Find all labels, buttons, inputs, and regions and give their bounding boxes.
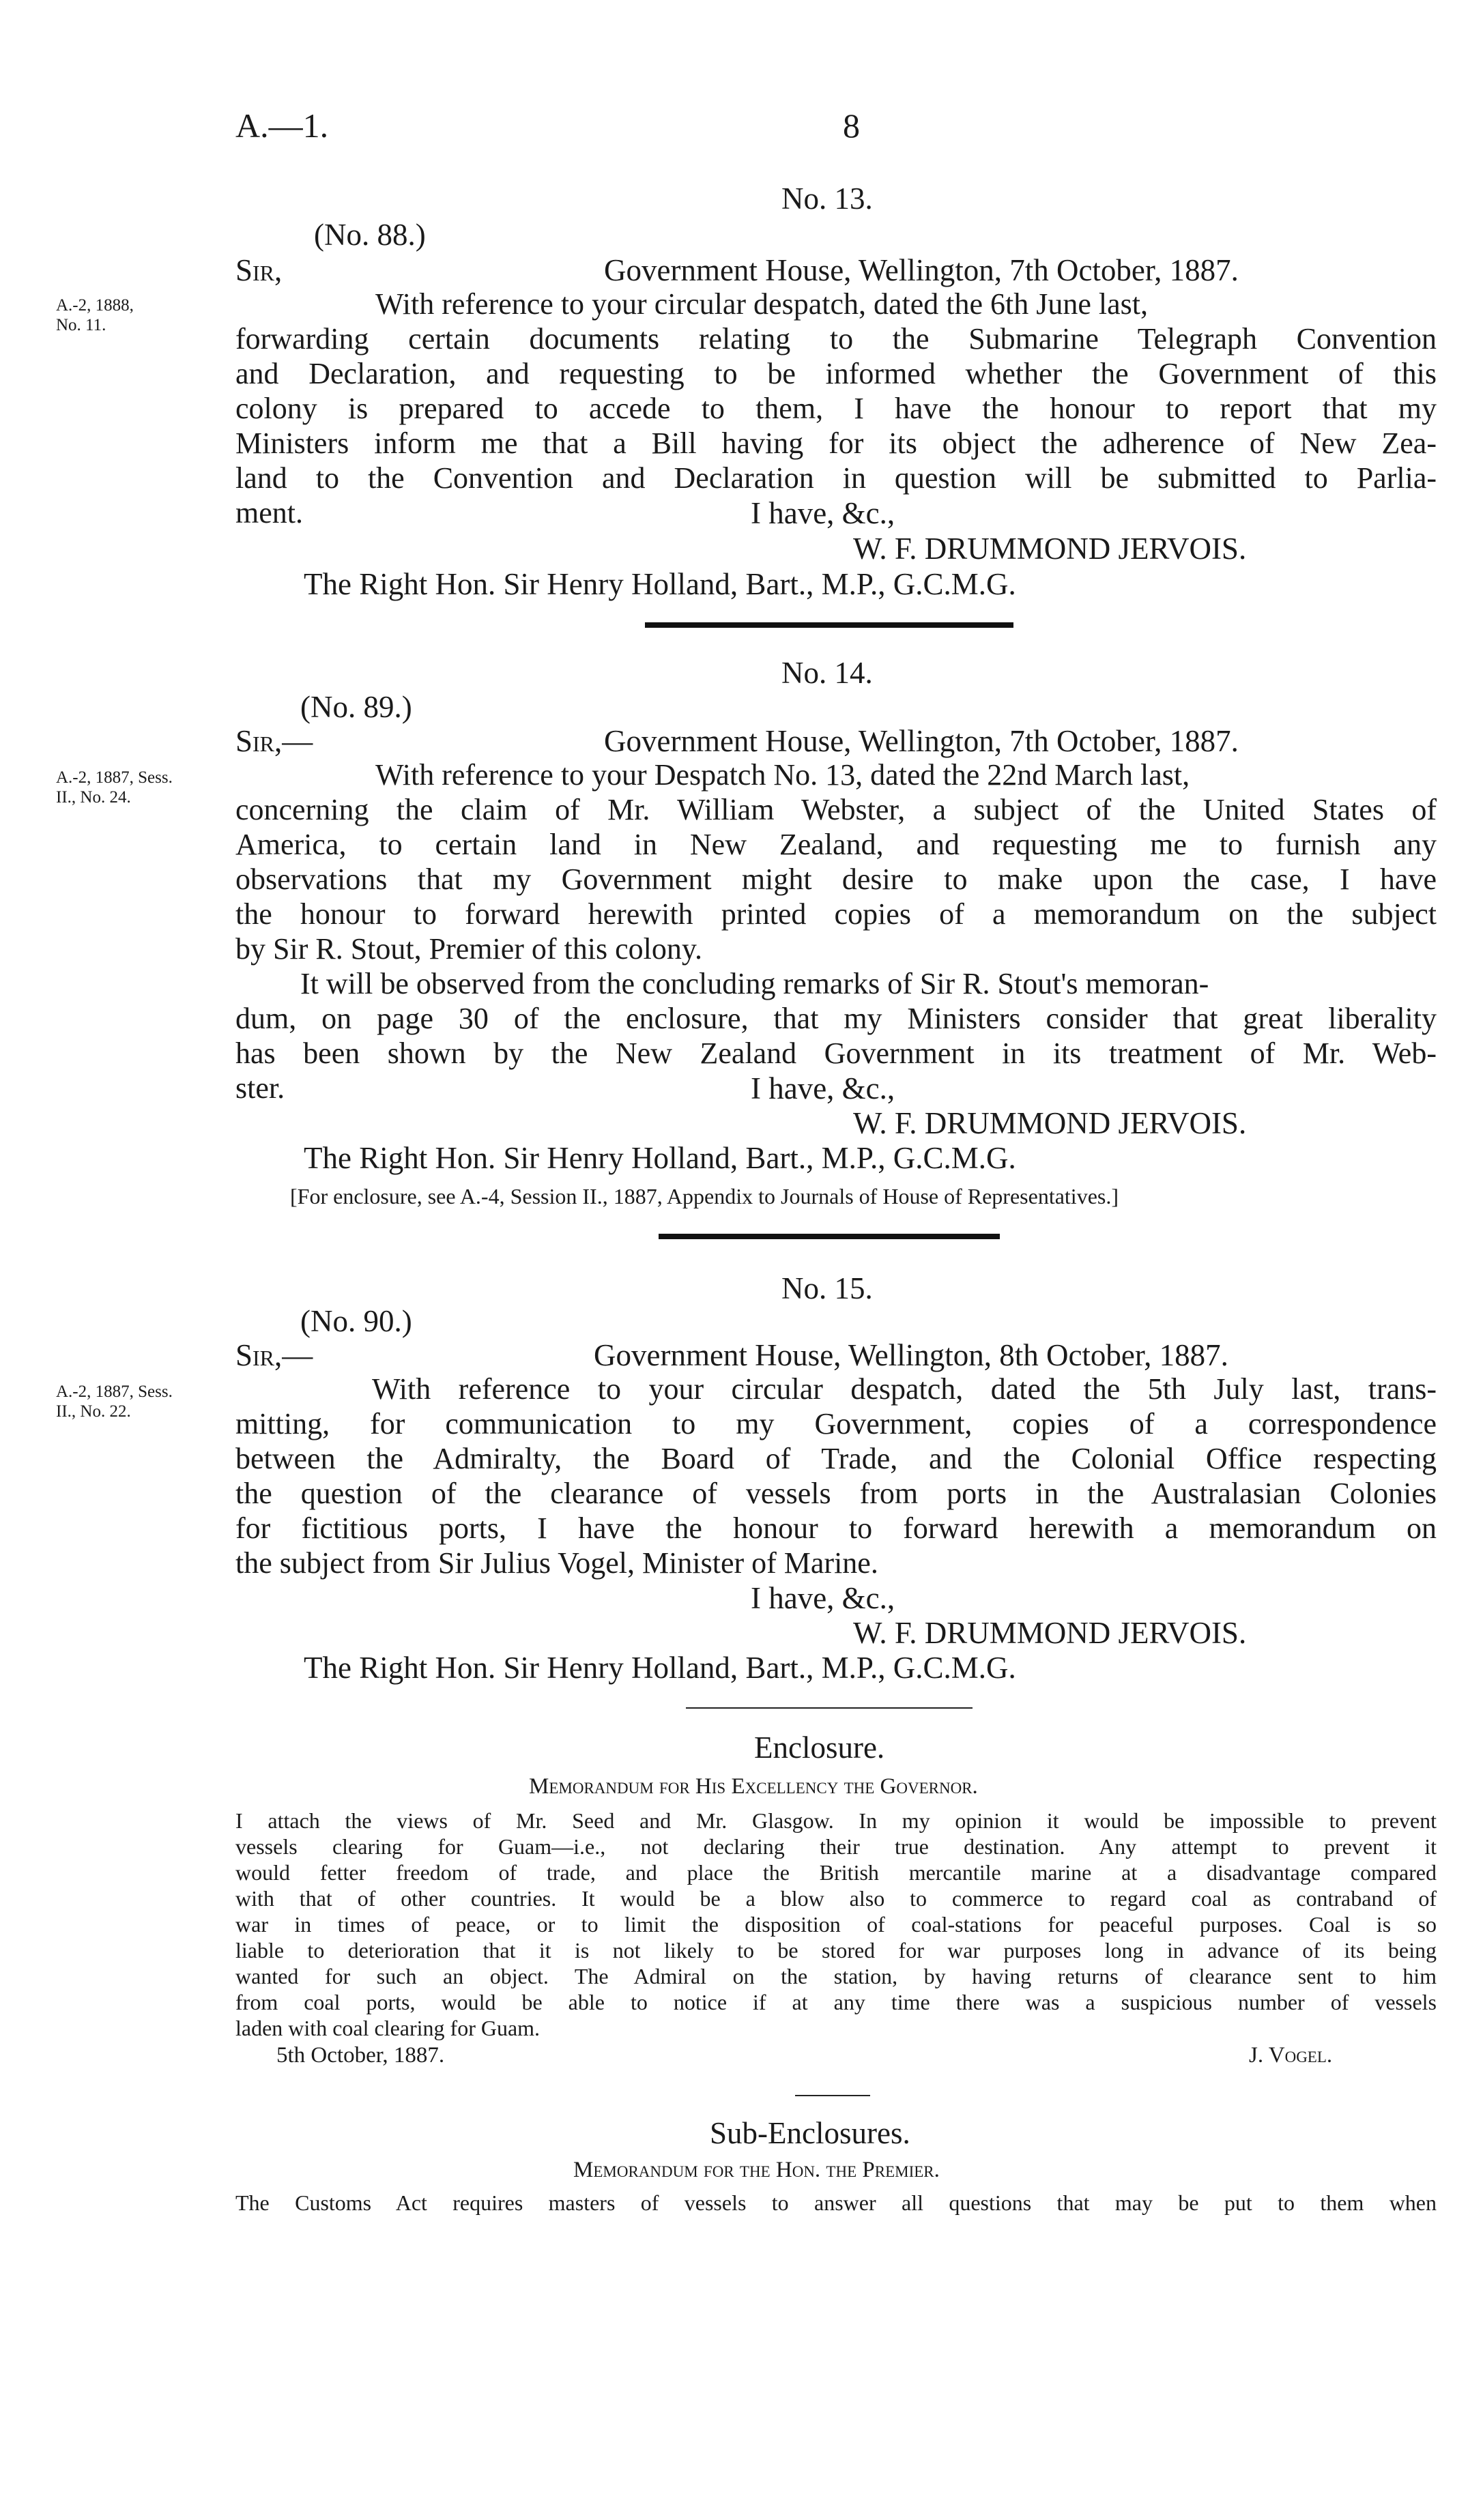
enclosure-line: liable to deterioration that it is not likely to be stored for war purposes long in advance of its being <box>235 1938 1437 1963</box>
sub-enclosure-line: The Customs Act requires masters of vessels to answer all questions that may be put to them when <box>235 2190 1437 2215</box>
despatch-ref: (No. 89.) <box>300 690 412 724</box>
despatch-heading: No. 15. <box>781 1271 873 1305</box>
closing: I have, &c., <box>751 1071 895 1105</box>
body-line: forwarding certain documents relating to the Submarine Telegraph Convention <box>235 322 1437 356</box>
body-line: concerning the claim of Mr. William Webster, a subject of the United States of <box>235 793 1437 826</box>
enclosure-line: would fetter freedom of trade, and place the British mercantile marine at a disadvantage compared <box>235 1860 1437 1885</box>
margin-reference: A.-2, 1887, Sess. II., No. 24. <box>56 768 173 807</box>
address-line: Government House, Wellington, 7th October, 1887. <box>604 724 1239 758</box>
signature: W. F. DRUMMOND JERVOIS. <box>853 1106 1247 1140</box>
section-divider <box>645 622 1013 628</box>
body-line: for fictitious ports, I have the honour to forward herewith a memorandum on <box>235 1511 1437 1545</box>
page-number: 8 <box>843 106 860 145</box>
body-line: the subject from Sir Julius Vogel, Minister of Marine. <box>235 1546 878 1580</box>
despatch-heading: No. 14. <box>781 656 873 690</box>
body-line: and Declaration, and requesting to be informed whether the Government of this <box>235 357 1437 390</box>
section-divider <box>686 1707 973 1709</box>
despatch-ref: (No. 88.) <box>314 218 426 252</box>
body-line: ster. <box>235 1071 285 1105</box>
despatch-ref: (No. 90.) <box>300 1304 412 1338</box>
sub-enclosures-title: Sub-Enclosures. <box>710 2116 910 2150</box>
memo-title: Memorandum for the Hon. the Premier. <box>573 2158 940 2182</box>
enclosure-date: 5th October, 1887. <box>276 2043 445 2068</box>
address-line: Government House, Wellington, 8th October, 1887. <box>594 1338 1228 1372</box>
page-series-label: A.—1. <box>235 106 329 145</box>
margin-reference: A.-2, 1887, Sess. II., No. 22. <box>56 1382 173 1421</box>
section-divider <box>795 2095 870 2096</box>
margin-reference: A.-2, 1888, No. 11. <box>56 296 134 334</box>
section-divider <box>659 1234 1000 1239</box>
closing: I have, &c., <box>751 1581 895 1615</box>
enclosure-note: [For enclosure, see A.-4, Session II., 1887, Appendix to Journals of House of Representatives.] <box>290 1184 1119 1208</box>
body-line: Ministers inform me that a Bill having for its object the adherence of New Zea- <box>235 426 1437 460</box>
addressee: The Right Hon. Sir Henry Holland, Bart., M.P., G.C.M.G. <box>304 1141 1016 1175</box>
body-line: With reference to your circular despatch, dated the 5th July last, trans- <box>372 1372 1437 1406</box>
enclosure-line: wanted for such an object. The Admiral on the station, by having returns of clearance sent to him <box>235 1964 1437 1988</box>
enclosure-line: with that of other countries. It would be a blow also to commerce to regard coal as contraband of <box>235 1886 1437 1911</box>
body-line: between the Admiralty, the Board of Trade, and the Colonial Office respecting <box>235 1442 1437 1475</box>
body-line: With reference to your Despatch No. 13, dated the 22nd March last, <box>375 758 1190 792</box>
salutation: Sir, <box>235 253 283 287</box>
enclosure-line: vessels clearing for Guam—i.e., not declaring their true destination. Any attempt to prevent it <box>235 1834 1437 1859</box>
salutation: Sir,— <box>235 1338 313 1372</box>
body-line: has been shown by the New Zealand Government in its treatment of Mr. Web- <box>235 1037 1437 1070</box>
body-line: the honour to forward herewith printed copies of a memorandum on the subject <box>235 897 1437 931</box>
despatch-heading: No. 13. <box>781 182 873 216</box>
body-line: the question of the clearance of vessels from ports in the Australasian Colonies <box>235 1477 1437 1510</box>
enclosure-line: from coal ports, would be able to notice if at any time there was a suspicious number of vessels <box>235 1990 1437 2014</box>
body-line: America, to certain land in New Zealand, and requesting me to furnish any <box>235 828 1437 861</box>
signature: W. F. DRUMMOND JERVOIS. <box>853 1616 1247 1650</box>
body-line: dum, on page 30 of the enclosure, that my Ministers consider that great liberality <box>235 1002 1437 1035</box>
body-line: It will be observed from the concluding remarks of Sir R. Stout's memoran- <box>300 967 1209 1000</box>
body-line: mitting, for communication to my Government, copies of a correspondence <box>235 1407 1437 1440</box>
body-line: ment. <box>235 496 303 530</box>
closing: I have, &c., <box>751 496 895 530</box>
enclosure-line: I attach the views of Mr. Seed and Mr. Glasgow. In my opinion it would be impossible to prevent <box>235 1808 1437 1833</box>
body-line: by Sir R. Stout, Premier of this colony. <box>235 932 703 966</box>
body-line: land to the Convention and Declaration in question will be submitted to Parlia- <box>235 461 1437 495</box>
enclosure-title: Enclosure. <box>754 1730 885 1765</box>
signature: W. F. DRUMMOND JERVOIS. <box>853 532 1247 566</box>
enclosure-signature: J. Vogel. <box>1249 2043 1333 2068</box>
enclosure-line: laden with coal clearing for Guam. <box>235 2016 541 2040</box>
memo-title: Memorandum for His Excellency the Governor. <box>529 1774 978 1799</box>
addressee: The Right Hon. Sir Henry Holland, Bart., M.P., G.C.M.G. <box>304 567 1016 601</box>
body-line: observations that my Government might desire to make upon the case, I have <box>235 863 1437 896</box>
enclosure-line: war in times of peace, or to limit the disposition of coal-stations for peaceful purposes. Coal is so <box>235 1912 1437 1937</box>
body-line: With reference to your circular despatch, dated the 6th June last, <box>375 287 1148 321</box>
addressee: The Right Hon. Sir Henry Holland, Bart., M.P., G.C.M.G. <box>304 1651 1016 1685</box>
salutation: Sir,— <box>235 724 313 758</box>
body-line: colony is prepared to accede to them, I have the honour to report that my <box>235 392 1437 425</box>
address-line: Government House, Wellington, 7th October, 1887. <box>604 253 1239 287</box>
